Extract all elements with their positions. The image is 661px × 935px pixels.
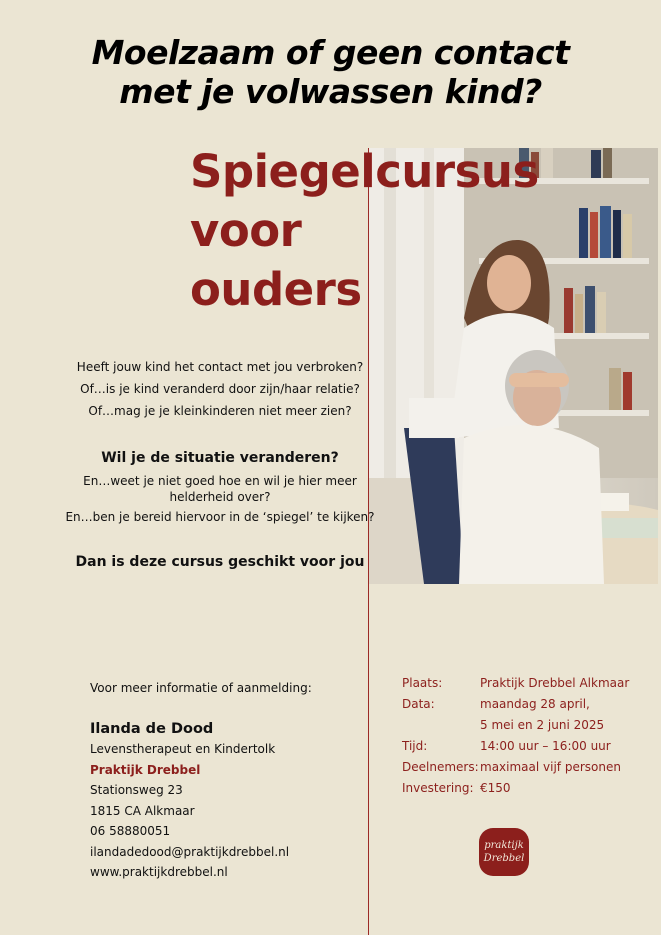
contact-website[interactable]: www.praktijkdrebbel.nl <box>90 865 228 879</box>
question-3: Of…mag je je kleinkinderen niet meer zien? <box>88 404 352 418</box>
closing-line: Dan is deze cursus geschikt voor jou <box>75 554 365 570</box>
contact-street: Stationsweg 23 <box>90 783 183 797</box>
contact-block <box>90 678 312 883</box>
headline-line-1: Moelzaam of geen contact <box>91 33 570 72</box>
question-1: Heeft jouw kind het contact met jou verbroken? <box>76 360 364 374</box>
change-heading: Wil je de situatie veranderen? <box>101 450 339 466</box>
title-line-2: voor <box>190 204 302 257</box>
logo-line-1: praktijk <box>484 840 524 851</box>
title-line-3: ouders <box>190 263 362 316</box>
logo-line-2: Drebbel <box>483 853 525 864</box>
change-line-3: En…ben je bereid hiervoor in de ‘spiegel’ te kijken? <box>65 510 375 524</box>
contact-intro: Voor meer informatie of aanmelding: <box>90 681 312 695</box>
contact-name: Ilanda de Dood <box>90 720 214 737</box>
date-label: Data: <box>402 697 435 711</box>
praktijk-drebbel-logo <box>479 828 529 876</box>
participants-label: Deelnemers: <box>402 760 479 774</box>
title-line-1: Spiegelcursus <box>190 145 539 198</box>
participants-value: maximaal vijf personen <box>480 760 621 774</box>
cost-label: Investering: <box>402 781 474 795</box>
cost-value: €150 <box>480 781 511 795</box>
place-value: Praktijk Drebbel Alkmaar <box>480 676 630 690</box>
date-value-2: 5 mei en 2 juni 2025 <box>480 718 605 732</box>
date-value-1: maandag 28 april, <box>480 697 590 711</box>
place-label: Plaats: <box>402 676 443 690</box>
question-2: Of…is je kind veranderd door zijn/haar relatie? <box>80 382 360 396</box>
contact-email[interactable]: ilandadedood@praktijkdrebbel.nl <box>90 844 290 859</box>
time-value: 14:00 uur – 16:00 uur <box>480 739 611 753</box>
contact-phone: 06 58880051 <box>90 824 171 838</box>
change-line-1: En…weet je niet goed hoe en wil je hier meer <box>83 474 357 488</box>
change-line-2: helderheid over? <box>169 490 271 504</box>
time-label: Tijd: <box>402 739 428 753</box>
contact-city: 1815 CA Alkmaar <box>90 803 195 818</box>
headline-line-2: met je volwassen kind? <box>119 72 542 111</box>
course-title <box>190 142 539 319</box>
contact-role: Levenstherapeut en Kindertolk <box>90 742 276 756</box>
headline <box>0 33 661 111</box>
contact-practice: Praktijk Drebbel <box>90 762 201 777</box>
